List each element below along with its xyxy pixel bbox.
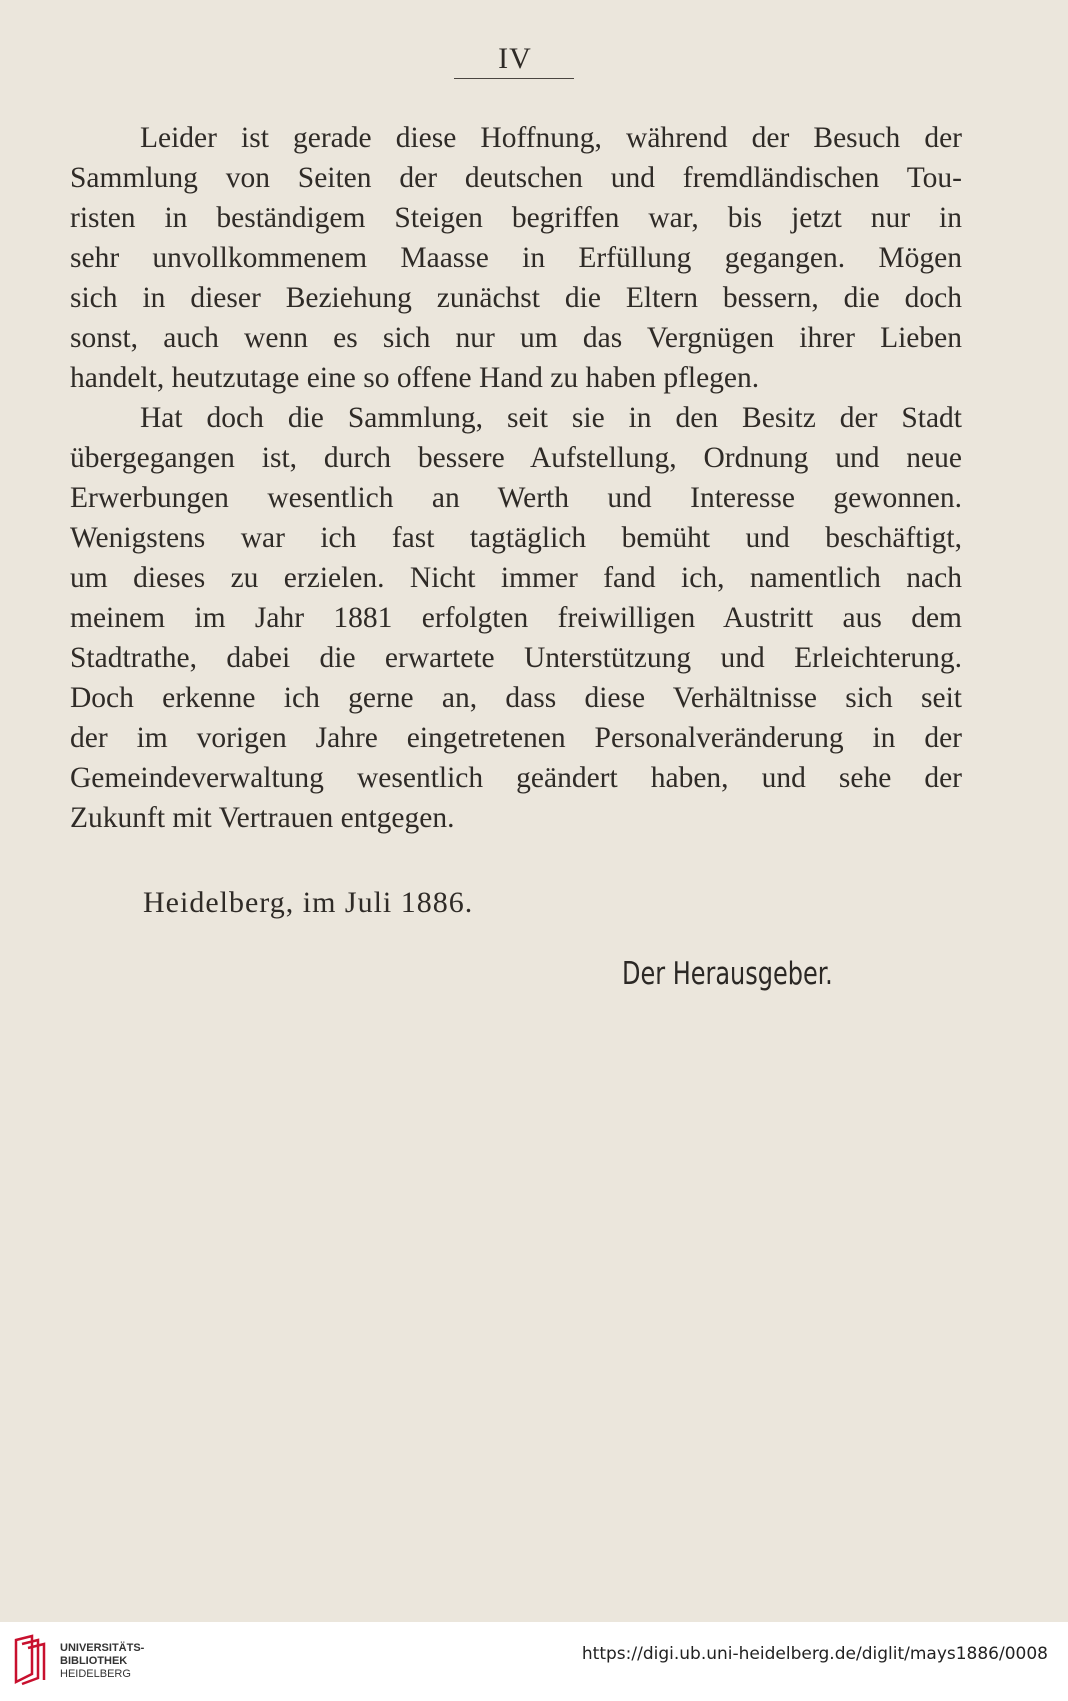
text-line: risten in beständigem Steigen begriffen war, bis jetzt nur in bbox=[70, 202, 962, 234]
footer-url-link[interactable]: https://digi.ub.uni-heidelberg.de/diglit/mays1886/0008 bbox=[581, 1644, 1048, 1664]
text-line: Wenigstens war ich fast tagtäglich bemüht und beschäftigt, bbox=[70, 522, 962, 554]
page-number: IV bbox=[498, 42, 532, 75]
logo-line: BIBLIOTHEK bbox=[60, 1655, 128, 1667]
text-line: Sammlung von Seiten der deutschen und fremdländischen Tou- bbox=[70, 162, 962, 194]
place-date: Heidelberg, im Juli 1886. bbox=[143, 886, 474, 919]
library-logo-icon bbox=[10, 1634, 52, 1686]
text-line: sich in dieser Beziehung zunächst die Eltern bessern, die doch bbox=[70, 282, 962, 314]
signature: Der Herausgeber. bbox=[622, 956, 833, 992]
body-text bbox=[70, 118, 962, 838]
text-line: Gemeindeverwaltung wesentlich geändert haben, und sehe der bbox=[70, 762, 962, 794]
text-line: Doch erkenne ich gerne an, dass diese Verhältnisse sich seit bbox=[70, 682, 962, 714]
text-line: sonst, auch wenn es sich nur um das Vergnügen ihrer Lieben bbox=[70, 322, 962, 354]
text-line: Zukunft mit Vertrauen entgegen. bbox=[70, 802, 455, 834]
text-line: sehr unvollkommenem Maasse in Erfüllung gegangen. Mögen bbox=[70, 242, 962, 274]
text-line: Leider ist gerade diese Hoffnung, während der Besuch der bbox=[140, 122, 962, 154]
text-line: übergegangen ist, durch bessere Aufstellung, Ordnung und neue bbox=[70, 442, 962, 474]
logo-line: HEIDELBERG bbox=[60, 1668, 131, 1680]
text-line: der im vorigen Jahre eingetretenen Personalveränderung in der bbox=[70, 722, 962, 754]
text-line: meinem im Jahr 1881 erfolgten freiwilligen Austritt aus dem bbox=[70, 602, 962, 634]
header-rule bbox=[454, 78, 574, 79]
text-line: Stadtrathe, dabei die erwartete Unterstützung und Erleichterung. bbox=[70, 642, 962, 674]
library-logo-icon bbox=[10, 1634, 52, 1686]
footer-bar bbox=[0, 1622, 1068, 1701]
text-line: um dieses zu erzielen. Nicht immer fand ich, namentlich nach bbox=[70, 562, 962, 594]
text-line: Hat doch die Sammlung, seit sie in den Besitz der Stadt bbox=[140, 402, 962, 434]
library-logo-text bbox=[60, 1642, 144, 1681]
logo-line: UNIVERSITÄTS- bbox=[60, 1642, 145, 1654]
text-line: handelt, heutzutage eine so offene Hand zu haben pflegen. bbox=[70, 362, 760, 394]
text-line: Erwerbungen wesentlich an Werth und Interesse gewonnen. bbox=[70, 482, 962, 514]
